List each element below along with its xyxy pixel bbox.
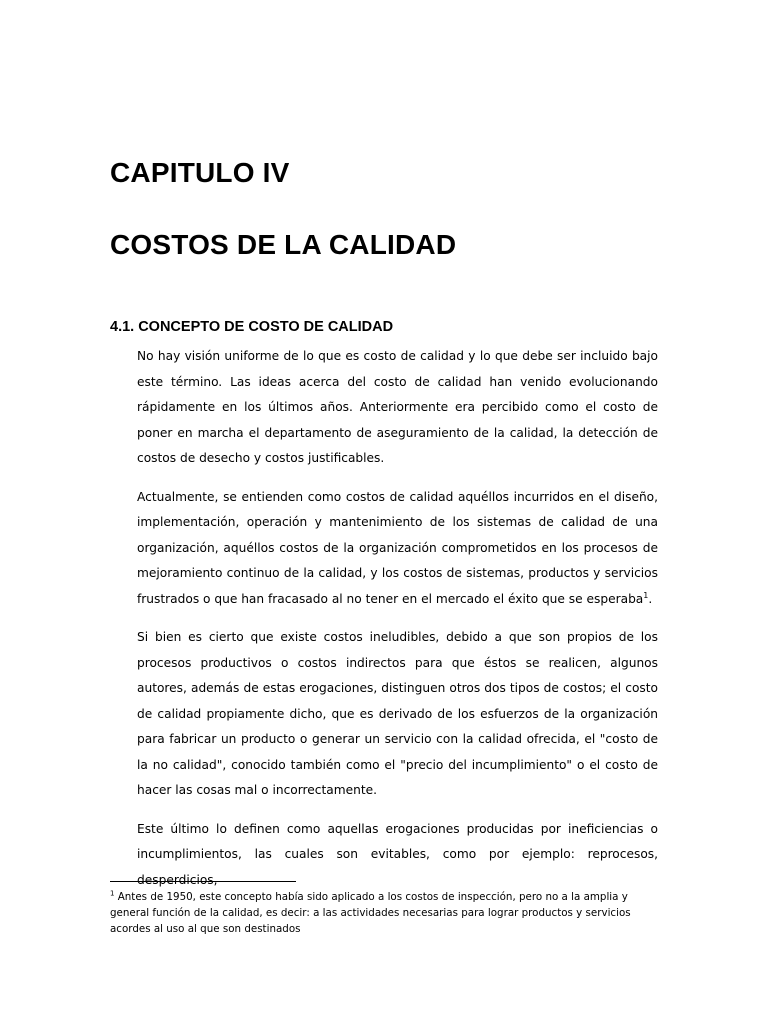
paragraph-4: Este último lo definen como aquellas erogaciones producidas por ineficiencias o incumplimientos, las cuales son evitables, como por ejemplo: reprocesos, desperdicios, — [137, 821, 658, 887]
paragraph-1: No hay visión uniforme de lo que es costo de calidad y lo que debe ser incluido bajo este término. Las ideas acerca del costo de calidad han venido evolucionando rápidamente en los últimos años. Anteriormente era percibido como el costo de poner en marcha el departamento de aseguramiento de la calidad, la detección de costos de desecho y costos justificables. — [137, 349, 658, 465]
paragraph-3: Si bien es cierto que existe costos ineludibles, debido a que son propios de los procesos productivos o costos indirectos para que éstos se realicen, algunos autores, además de estas erogaciones, distinguen otros dos tipos de costos; el costo de calidad propiamente dicho, que es derivado de los esfuerzos de la organización para fabricar un producto o generar un servicio con la calidad ofrecida, el "costo de la no calidad", conocido también como el "precio del incumplimiento" o el costo de hacer las cosas mal o incorrectamente. — [137, 630, 658, 797]
paragraph-2 — [137, 485, 658, 613]
chapter-title: COSTOS DE LA CALIDAD — [110, 229, 457, 260]
footnote-text: Antes de 1950, este concepto había sido aplicado a los costos de inspección, pero no a la amplia y general función de la calidad, es decir: a las actividades necesarias para lograr productos y servicios acordes al uso al que son destinados — [110, 891, 631, 935]
footnote-reference[interactable]: 1 — [643, 590, 649, 600]
footnote-marker: 1 — [110, 889, 115, 898]
section-body — [137, 344, 658, 906]
section-heading: 4.1. CONCEPTO DE COSTO DE CALIDAD — [110, 319, 394, 335]
footnote — [110, 889, 650, 937]
paragraph-2-end: . — [648, 591, 653, 606]
paragraph-2-text: Actualmente, se entienden como costos de calidad aquéllos incurridos en el diseño, implementación, operación y mantenimiento de los sistemas de calidad de una organización, aquéllos costos de la organización comprometidos en los procesos de mejoramiento continuo de la calidad, y los costos de sistemas, productos y servicios frustrados o que han fracasado al no tener en el mercado el éxito que se esperaba — [137, 489, 658, 606]
chapter-number: CAPITULO IV — [110, 157, 290, 188]
footnote-separator — [110, 881, 296, 882]
